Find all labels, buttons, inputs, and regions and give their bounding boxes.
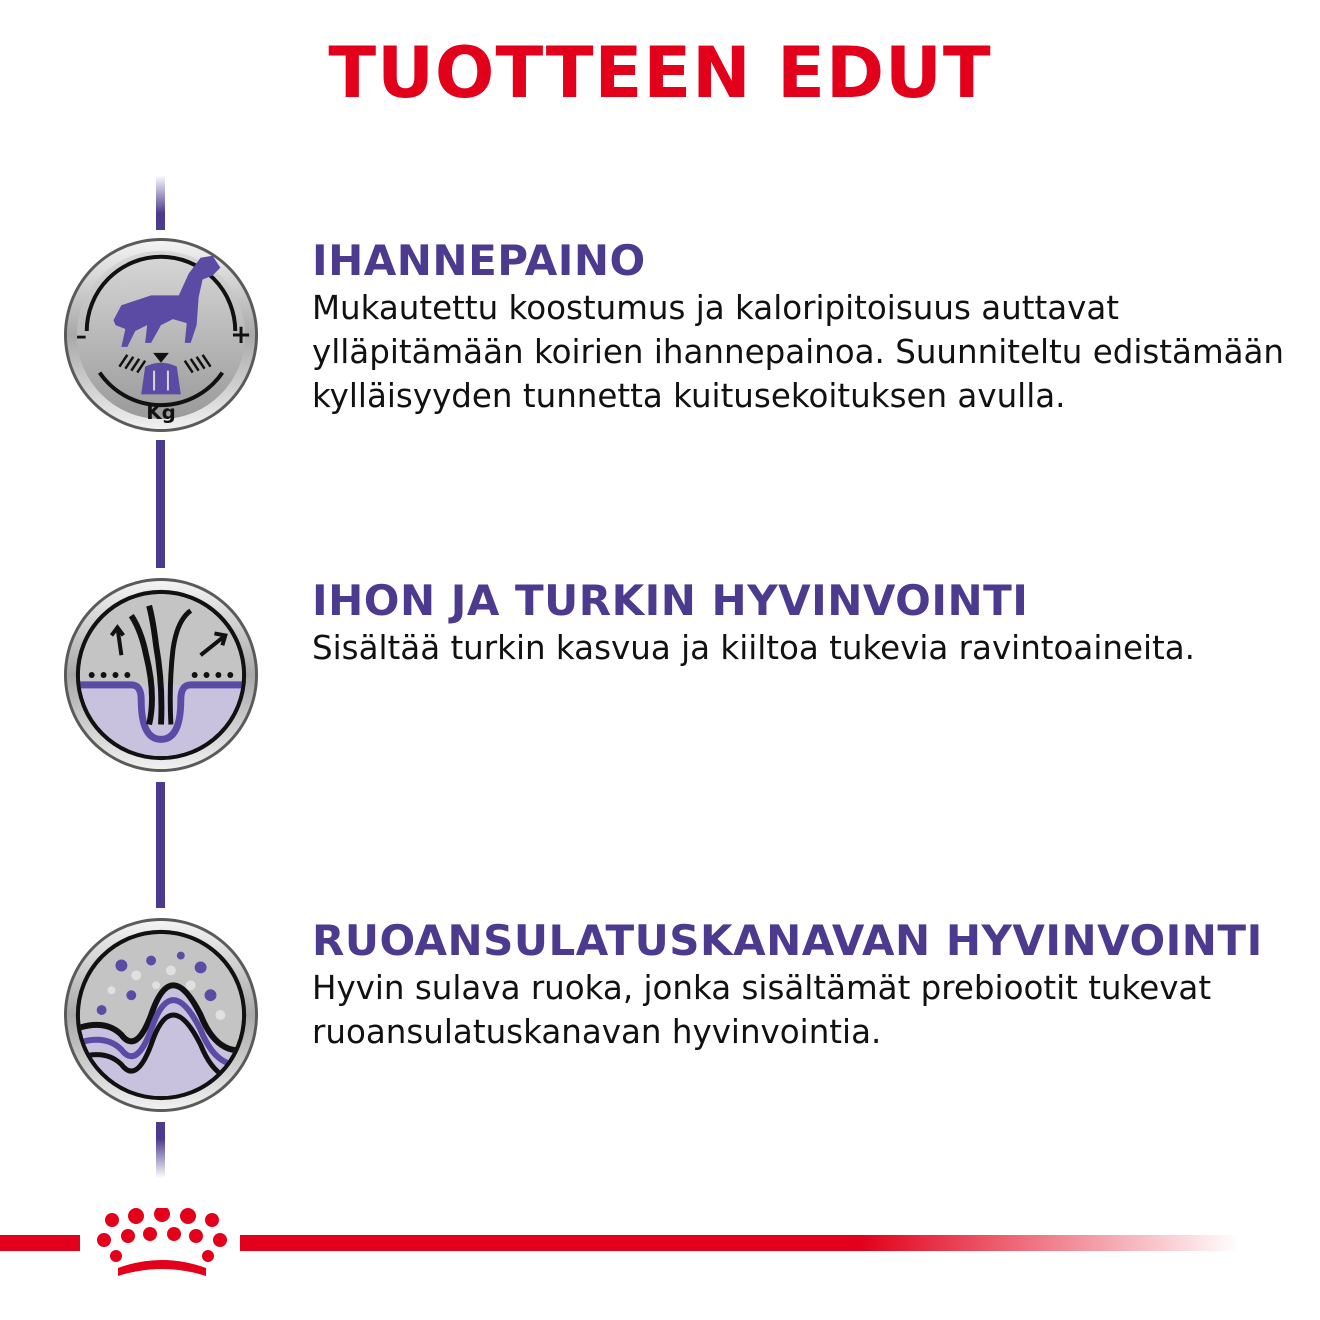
timeline-connector bbox=[156, 440, 165, 568]
timeline-connector bbox=[156, 782, 165, 908]
page-title: TUOTTEEN EDUT bbox=[328, 32, 992, 114]
benefit-skin-coat bbox=[312, 576, 1292, 670]
timeline-connector bbox=[156, 1122, 165, 1178]
benefit-description: Mukautettu koostumus ja kaloripitoisuus auttavat ylläpitämään koirien ihannepainoa. Suunniteltu edistämään kylläisyyden tunnetta kuitusekoituksen avulla. bbox=[312, 289, 1285, 415]
skin-hair-follicle-icon bbox=[62, 576, 260, 774]
minus-label: – bbox=[75, 323, 87, 349]
digestive-intestine-icon bbox=[62, 916, 260, 1114]
benefit-description: Sisältää turkin kasvua ja kiiltoa tukevia ravintoaineita. bbox=[312, 629, 1195, 667]
benefit-heading: IHANNEPAINO bbox=[312, 236, 646, 285]
benefit-digestive-health bbox=[312, 916, 1292, 1054]
benefit-description: Hyvin sulava ruoka, jonka sisältämät prebiootit tukevat ruoansulatuskanavan hyvinvointia. bbox=[312, 969, 1212, 1051]
benefit-heading: RUOANSULATUSKANAVAN HYVINVOINTI bbox=[312, 916, 1263, 965]
plus-label: + bbox=[230, 319, 252, 350]
benefit-heading: IHON JA TURKIN HYVINVOINTI bbox=[312, 576, 1029, 625]
timeline-connector bbox=[156, 175, 165, 230]
royal-canin-crown-logo bbox=[92, 1208, 232, 1282]
dog-weight-scale-icon bbox=[62, 236, 260, 434]
footer-divider bbox=[240, 1235, 1240, 1251]
benefit-ideal-weight bbox=[312, 236, 1292, 418]
footer-divider bbox=[0, 1235, 80, 1251]
kg-label: Kg bbox=[146, 401, 176, 425]
